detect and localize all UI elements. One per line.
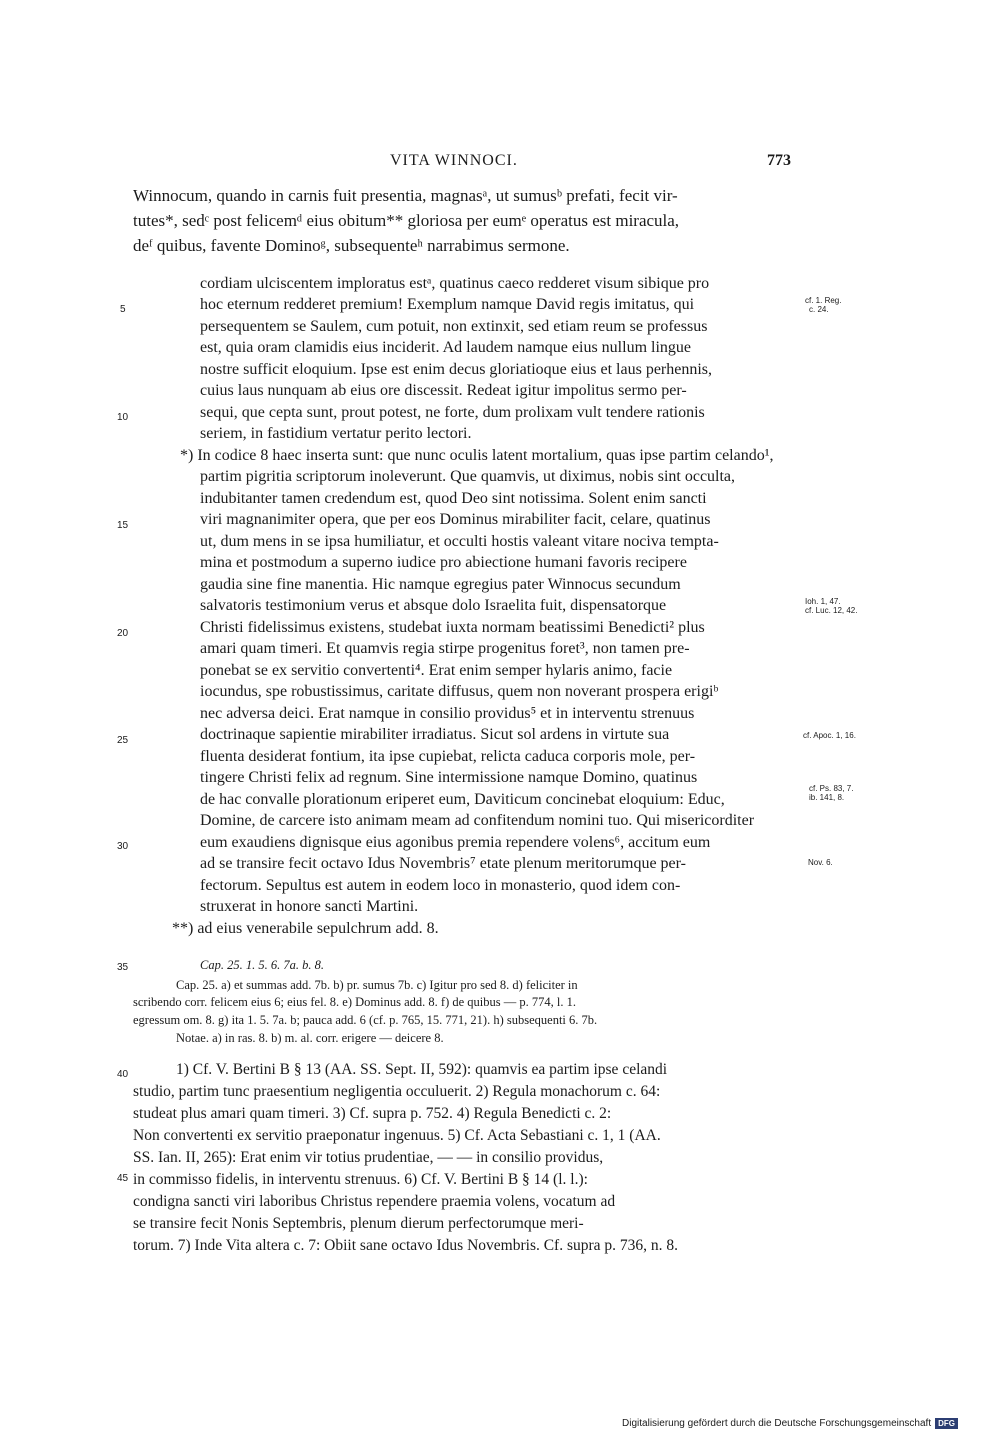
body-line: sequi, que cepta sunt, prout potest, ne forte, dum prolixam vult tendere rationis (200, 404, 705, 421)
intro-line: deᶠ quibus, favente Dominoᵍ, subsequenteʰ narrabimus sermone. (133, 236, 570, 255)
line-number: 5 (120, 304, 126, 315)
body-line: ponebat se ex servitio convertenti⁴. Erat enim semper hylaris animo, facie (200, 662, 673, 679)
footnote-line: studio, partim tunc praesentium negligentia occuluerit. 2) Regula monachorum c. 64: (133, 1083, 661, 1100)
margin-reference: cf. Apoc. 1, 16. (803, 731, 856, 740)
line-number: 10 (117, 412, 129, 423)
interpolation-note-line: **) ad eius venerabile sepulchrum add. 8. (172, 920, 439, 937)
apparatus-line: Cap. 25. a) et summas add. 7b. b) pr. sumus 7b. c) Igitur pro sed 8. d) feliciter in (176, 978, 578, 992)
apparatus-line: egressum om. 8. g) ita 1. 5. 7a. b; pauca add. 6 (cf. p. 765, 15. 771, 21). h) subsequenti 6. 7b. (133, 1013, 598, 1027)
footnote-line: in commisso fidelis, in interventu strenuus. 6) Cf. V. Bertini B § 14 (l. l.): (133, 1171, 588, 1188)
apparatus-line: scribendo corr. felicem eius 6; eius fel. 8. e) Dominus add. 8. f) de quibus — p. 774, l. 1. (133, 995, 576, 1009)
body-line: doctrinaque sapientie mirabiliter irradiatus. Sicut sol ardens in virtute sua (200, 726, 670, 743)
intro-line: Winnocum, quando in carnis fuit presentia, magnasᵃ, ut sumusᵇ prefati, fecit vir- (133, 186, 678, 205)
body-line: ad se transire fecit octavo Idus Novembris⁷ etate plenum meritorumque per- (200, 855, 686, 872)
line-number: 25 (117, 735, 129, 746)
body-line: fectorum. Sepultus est autem in eodem loco in monasterio, quod idem con- (200, 877, 681, 894)
footnote-line: SS. Ian. II, 265): Erat enim vir totius prudentiae, — — in consilio providus, (133, 1149, 604, 1166)
body-line: salvatoris testimonium verus et absque dolo Israelita fuit, dispensatorque (200, 597, 667, 614)
body-line: amari quam timeri. Et quamvis regia stirpe progenitus foret³, non tamen pre- (200, 640, 690, 657)
body-line: hoc eternum redderet premium! Exemplum namque David regis imitatus, qui (200, 296, 695, 313)
line-number: 20 (117, 628, 129, 639)
footnote-line: Non convertenti ex servitio praeponatur ingenuus. 5) Cf. Acta Sebastiani c. 1, 1 (AA. (133, 1127, 661, 1144)
margin-reference: Nov. 6. (808, 858, 833, 867)
body-line: mina et postmodum a superno iudice pro abiectione humani favoris recipere (200, 554, 687, 571)
line-number: 35 (117, 962, 129, 973)
body-line: struxerat in honore sancti Martini. (200, 898, 419, 915)
body-line: seriem, in fastidium vertatur perito lectori. (200, 425, 472, 442)
margin-reference: cf. 1. Reg. c. 24. (805, 296, 842, 314)
body-line: nostre sufficit eloquium. Ipse est enim decus gloriatioque eius et laus perhennis, (200, 361, 713, 378)
body-line: tingere Christi felix ad regnum. Sine intermissione namque Domino, quatinus (200, 769, 698, 786)
line-number: 45 (117, 1173, 129, 1184)
funding-footer (622, 1418, 958, 1429)
body-line: cuius laus nunquam ab eius ore discessit. Redeat igitur impolitus sermo per- (200, 382, 687, 399)
body-line: eum exaudiens dignisque eius agonibus premia rependere volens⁶, accitum eum (200, 834, 711, 851)
footnote-line: torum. 7) Inde Vita altera c. 7: Obiit sane octavo Idus Novembris. Cf. supra p. 736, n. 8. (133, 1237, 679, 1254)
apparatus-line: Cap. 25. 1. 5. 6. 7a. b. 8. (200, 958, 324, 972)
body-line: persequentem se Saulem, cum potuit, non extinxit, sed etiam reum se professus (200, 318, 708, 335)
body-line: cordiam ulciscentem imploratus estᵃ, quatinus caeco redderet visum sibique pro (200, 275, 710, 292)
body-line: gaudia sine fine manentia. Hic namque egregius pater Winnocus secundum (200, 576, 681, 593)
footnote-line: 1) Cf. V. Bertini B § 13 (AA. SS. Sept. II, 592): quamvis ea partim ipse celandi (176, 1061, 668, 1078)
body-line: viri magnanimiter opera, que per eos Dominus mirabiliter facit, celare, quatinus (200, 511, 711, 528)
line-number: 30 (117, 841, 129, 852)
body-line: de hac convalle plorationum eriperet eum, Daviticum concinebat eloquium: Educ, (200, 791, 725, 808)
apparatus-line: Notae. a) in ras. 8. b) m. al. corr. erigere — deicere 8. (176, 1031, 444, 1045)
line-number: 15 (117, 520, 129, 531)
page-number: 773 (767, 152, 791, 169)
body-line: Christi fidelissimus existens, studebat iuxta normam beatissimi Benedicti² plus (200, 619, 705, 636)
margin-reference: cf. Ps. 83, 7. ib. 141, 8. (809, 784, 854, 802)
funding-text: Digitalisierung gefördert durch die Deutsche Forschungsgemeinschaft (622, 1418, 932, 1429)
body-line: ut, dum mens in se ipsa humiliatur, et occulti hostis valeant vitare nociva tempta- (200, 533, 719, 550)
footnote-line: studeat plus amari quam timeri. 3) Cf. supra p. 752. 4) Regula Benedicti c. 2: (133, 1105, 612, 1122)
body-line: nec adversa deici. Erat namque in consilio providus⁵ et in interventu strenuus (200, 705, 695, 722)
body-line: Domine, de carcere isto animam meam ad confitendum nomini tuo. Qui misericorditer (200, 812, 755, 829)
body-line: partim pigritia scriptorum inoleverunt. Que quamvis, ut diximus, nobis sint occulta, (200, 468, 736, 485)
footnote-line: se transire fecit Nonis Septembris, plenum dierum perfectorumque meri- (133, 1215, 584, 1232)
body-line: fluenta desiderat fontium, ita ipse cupiebat, relicta caduca corporis mole, per- (200, 748, 696, 765)
dfg-logo: DFG (935, 1418, 958, 1429)
interpolation-note-line: *) In codice 8 haec inserta sunt: que nunc oculis latent mortalium, quas ipse partim celando¹, (180, 447, 774, 464)
footnote-line: condigna sancti viri laboribus Christus rependere praemia volens, vocatum ad (133, 1193, 616, 1210)
body-line: indubitanter tamen credendum est, quod Deo sint notissima. Solent enim sancti (200, 490, 707, 507)
body-line: iocundus, spe robustissimus, caritate diffusus, quem non noverant prospera erigiᵇ (200, 683, 719, 700)
running-title: VITA WINNOCI. (390, 152, 518, 169)
intro-line: tutes*, sedᶜ post felicemᵈ eius obitum** gloriosa per eumᵉ operatus est miracula, (133, 211, 680, 230)
line-number: 40 (117, 1069, 129, 1080)
body-line: est, quia oram clamidis eius inciderit. Ad laudem namque eius nullum lingue (200, 339, 692, 356)
margin-reference: Ioh. 1, 47. cf. Luc. 12, 42. (805, 597, 858, 615)
